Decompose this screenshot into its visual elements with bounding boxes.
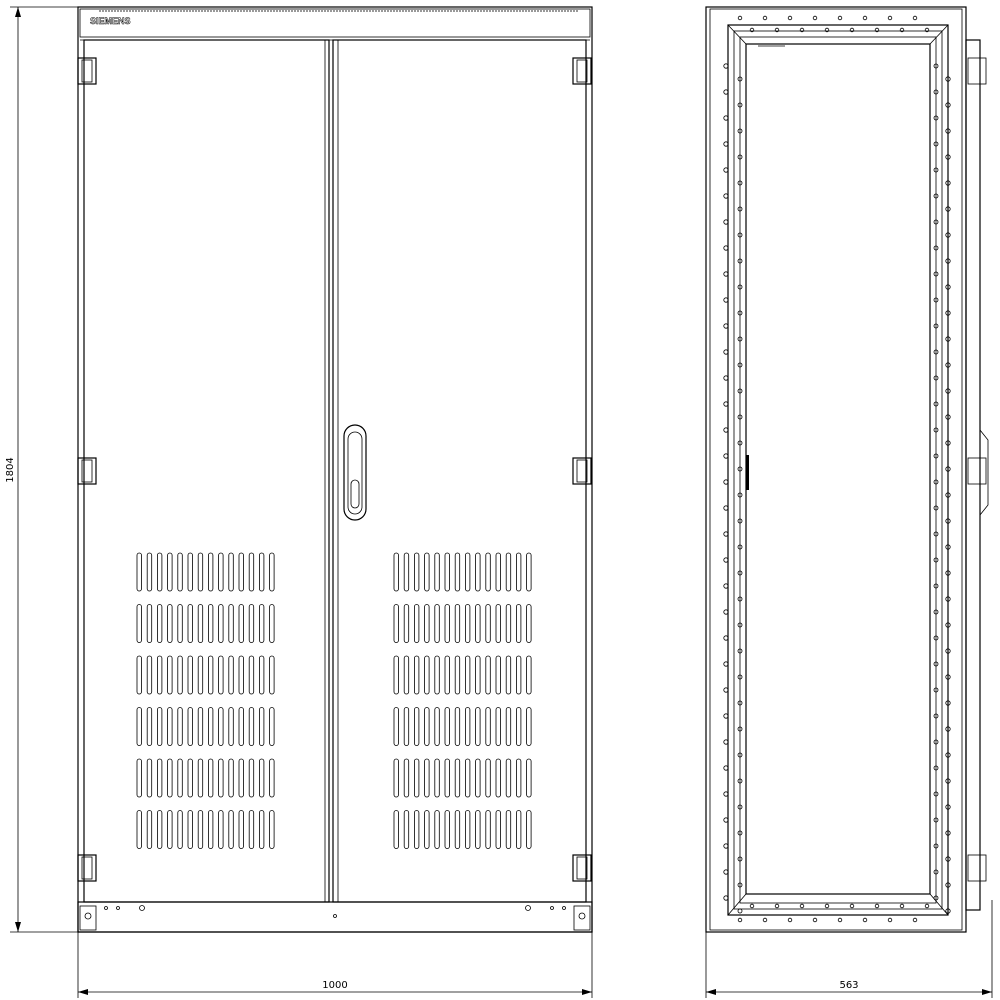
vent-slot (394, 759, 399, 797)
vent-slot (476, 708, 481, 746)
left-door-vents (137, 553, 274, 849)
vent-slot (137, 811, 142, 849)
vent-slot (414, 811, 419, 849)
vent-slot (465, 811, 470, 849)
vent-slot (270, 708, 275, 746)
vent-slot (147, 553, 152, 591)
vent-slot (178, 605, 183, 643)
vent-slot (527, 708, 532, 746)
vent-slot (425, 605, 430, 643)
top-vent-holes (100, 10, 577, 12)
vent-slot (270, 553, 275, 591)
vent-slot (147, 605, 152, 643)
vent-slot (178, 708, 183, 746)
vent-slot (137, 708, 142, 746)
left-hinges (78, 58, 96, 881)
frame-hole (888, 16, 892, 20)
vent-slot (476, 759, 481, 797)
side-mounting-holes (724, 16, 950, 922)
front-view (78, 7, 592, 932)
vent-slot (486, 553, 491, 591)
width-dimension-label: 1000 (322, 980, 348, 991)
top-header-strip (80, 9, 590, 37)
vent-slot (425, 708, 430, 746)
vent-slot (229, 708, 234, 746)
vent-slot (394, 553, 399, 591)
frame-hole (838, 16, 842, 20)
vent-slot (527, 553, 532, 591)
vent-slot (198, 553, 203, 591)
vent-slot (157, 656, 162, 694)
vent-slot (157, 759, 162, 797)
vent-slot (259, 605, 264, 643)
vent-slot (394, 656, 399, 694)
vent-slot (445, 759, 450, 797)
right-hinges (573, 58, 591, 881)
vent-slot (486, 759, 491, 797)
vent-slot (455, 708, 460, 746)
vent-slot (445, 811, 450, 849)
vent-slot (527, 605, 532, 643)
vent-slot (198, 605, 203, 643)
frame-hole (775, 904, 779, 908)
vent-slot (445, 553, 450, 591)
vent-slot (188, 811, 193, 849)
vent-slot (168, 811, 173, 849)
frame-hole (850, 904, 854, 908)
vent-slot (157, 553, 162, 591)
vent-slot (496, 708, 501, 746)
vent-slot (455, 656, 460, 694)
vent-slot (198, 759, 203, 797)
vent-slot (486, 708, 491, 746)
vent-slot (168, 759, 173, 797)
vent-slot (404, 759, 409, 797)
vent-slot (239, 553, 244, 591)
side-view (706, 7, 988, 932)
vent-slot (259, 656, 264, 694)
frame-hole (913, 918, 917, 922)
vent-slot (476, 811, 481, 849)
vent-slot (414, 553, 419, 591)
frame-hole (863, 918, 867, 922)
vent-slot (445, 656, 450, 694)
vent-slot (404, 656, 409, 694)
vent-slot (178, 656, 183, 694)
vent-slot (506, 605, 511, 643)
vent-slot (259, 708, 264, 746)
vent-slot (496, 759, 501, 797)
vent-slot (435, 605, 440, 643)
vent-slot (465, 708, 470, 746)
vent-slot (476, 656, 481, 694)
vent-slot (516, 656, 521, 694)
vent-slot (239, 708, 244, 746)
vent-slot (394, 708, 399, 746)
vent-slot (239, 759, 244, 797)
vent-slot (506, 656, 511, 694)
vent-slot (168, 656, 173, 694)
vent-slot (425, 759, 430, 797)
frame-hole (763, 16, 767, 20)
frame-hole (900, 904, 904, 908)
depth-dimension-label: 563 (839, 980, 859, 991)
vent-slot (465, 605, 470, 643)
vent-slot (527, 811, 532, 849)
vent-slot (414, 656, 419, 694)
vent-slot (229, 656, 234, 694)
vent-slot (137, 605, 142, 643)
vent-slot (168, 553, 173, 591)
height-dimension-label: 1804 (5, 457, 16, 483)
vent-slot (259, 553, 264, 591)
vent-slot (249, 605, 254, 643)
vent-slot (188, 656, 193, 694)
vent-slot (516, 708, 521, 746)
vent-slot (219, 759, 224, 797)
vent-slot (259, 759, 264, 797)
frame-hole (863, 16, 867, 20)
vent-slot (208, 759, 213, 797)
vent-slot (476, 605, 481, 643)
vent-slot (157, 708, 162, 746)
vent-slot (137, 656, 142, 694)
vent-slot (259, 811, 264, 849)
left-door (84, 40, 329, 902)
dimension-lines (5, 7, 992, 998)
vent-slot (249, 811, 254, 849)
door-handle (344, 425, 366, 520)
frame-hole (788, 918, 792, 922)
vent-slot (188, 759, 193, 797)
vent-slot (270, 811, 275, 849)
side-cabinet-outline (706, 7, 966, 932)
vent-slot (137, 553, 142, 591)
frame-hole (763, 918, 767, 922)
side-panel-opening (746, 44, 930, 894)
vent-slot (496, 605, 501, 643)
vent-slot (516, 759, 521, 797)
vent-slot (198, 656, 203, 694)
vent-slot (270, 759, 275, 797)
vent-slot (168, 708, 173, 746)
side-frame (728, 25, 948, 915)
vent-slot (249, 759, 254, 797)
vent-slot (188, 553, 193, 591)
vent-slot (404, 605, 409, 643)
vent-slot (168, 605, 173, 643)
vent-slot (425, 811, 430, 849)
vent-slot (496, 811, 501, 849)
vent-slot (147, 811, 152, 849)
frame-hole (813, 918, 817, 922)
vent-slot (465, 759, 470, 797)
vent-slot (249, 656, 254, 694)
vent-slot (506, 708, 511, 746)
vent-slot (425, 553, 430, 591)
vent-slot (147, 759, 152, 797)
vent-slot (527, 759, 532, 797)
vent-slot (208, 708, 213, 746)
vent-slot (219, 656, 224, 694)
right-door-vents (394, 553, 531, 849)
frame-hole (738, 16, 742, 20)
vent-slot (147, 708, 152, 746)
vent-slot (435, 708, 440, 746)
vent-slot (270, 605, 275, 643)
vent-slot (208, 553, 213, 591)
vent-slot (445, 605, 450, 643)
vent-slot (229, 553, 234, 591)
vent-slot (219, 708, 224, 746)
vent-slot (455, 759, 460, 797)
vent-slot (516, 811, 521, 849)
vent-slot (496, 553, 501, 591)
vent-slot (178, 811, 183, 849)
vent-slot (465, 553, 470, 591)
vent-slot (404, 811, 409, 849)
vent-slot (486, 656, 491, 694)
vent-slot (394, 811, 399, 849)
vent-slot (208, 605, 213, 643)
vent-slot (394, 605, 399, 643)
vent-slot (486, 605, 491, 643)
vent-slot (445, 708, 450, 746)
vent-slot (229, 759, 234, 797)
vent-slot (435, 656, 440, 694)
front-cabinet-outline (78, 7, 592, 932)
vent-slot (249, 708, 254, 746)
vent-slot (157, 811, 162, 849)
vent-slot (465, 656, 470, 694)
vent-slot (516, 553, 521, 591)
vent-slot (178, 553, 183, 591)
vent-slot (157, 605, 162, 643)
frame-hole (800, 904, 804, 908)
frame-hole (750, 904, 754, 908)
vent-slot (188, 605, 193, 643)
vent-slot (506, 811, 511, 849)
vent-slot (455, 605, 460, 643)
frame-hole (888, 918, 892, 922)
vent-slot (178, 759, 183, 797)
vent-slot (239, 811, 244, 849)
vent-slot (455, 553, 460, 591)
vent-slot (208, 811, 213, 849)
vent-slot (229, 811, 234, 849)
vent-slot (435, 553, 440, 591)
vent-slot (208, 656, 213, 694)
vent-slot (506, 759, 511, 797)
vent-slot (506, 553, 511, 591)
vent-slot (455, 811, 460, 849)
vent-slot (188, 708, 193, 746)
vent-slot (404, 553, 409, 591)
vent-slot (414, 708, 419, 746)
vent-slot (425, 656, 430, 694)
frame-hole (788, 16, 792, 20)
vent-slot (435, 811, 440, 849)
frame-hole (738, 918, 742, 922)
brand-logo: SIEMENS (90, 16, 131, 26)
vent-slot (198, 708, 203, 746)
vent-slot (527, 656, 532, 694)
vent-slot (516, 605, 521, 643)
vent-slot (239, 656, 244, 694)
frame-hole (825, 904, 829, 908)
vent-slot (496, 656, 501, 694)
vent-slot (249, 553, 254, 591)
vent-slot (219, 605, 224, 643)
vent-slot (414, 605, 419, 643)
vent-slot (270, 656, 275, 694)
base-plinth (78, 902, 592, 932)
vent-slot (137, 759, 142, 797)
vent-slot (229, 605, 234, 643)
vent-slot (219, 553, 224, 591)
vent-slot (435, 759, 440, 797)
frame-hole (925, 904, 929, 908)
side-latch (746, 455, 749, 490)
vent-slot (486, 811, 491, 849)
vent-slot (147, 656, 152, 694)
vent-slot (198, 811, 203, 849)
vent-slot (239, 605, 244, 643)
frame-hole (838, 918, 842, 922)
frame-hole (875, 904, 879, 908)
vent-slot (404, 708, 409, 746)
vent-slot (476, 553, 481, 591)
frame-hole (738, 909, 742, 913)
vent-slot (414, 759, 419, 797)
frame-hole (913, 16, 917, 20)
frame-hole (813, 16, 817, 20)
vent-slot (219, 811, 224, 849)
